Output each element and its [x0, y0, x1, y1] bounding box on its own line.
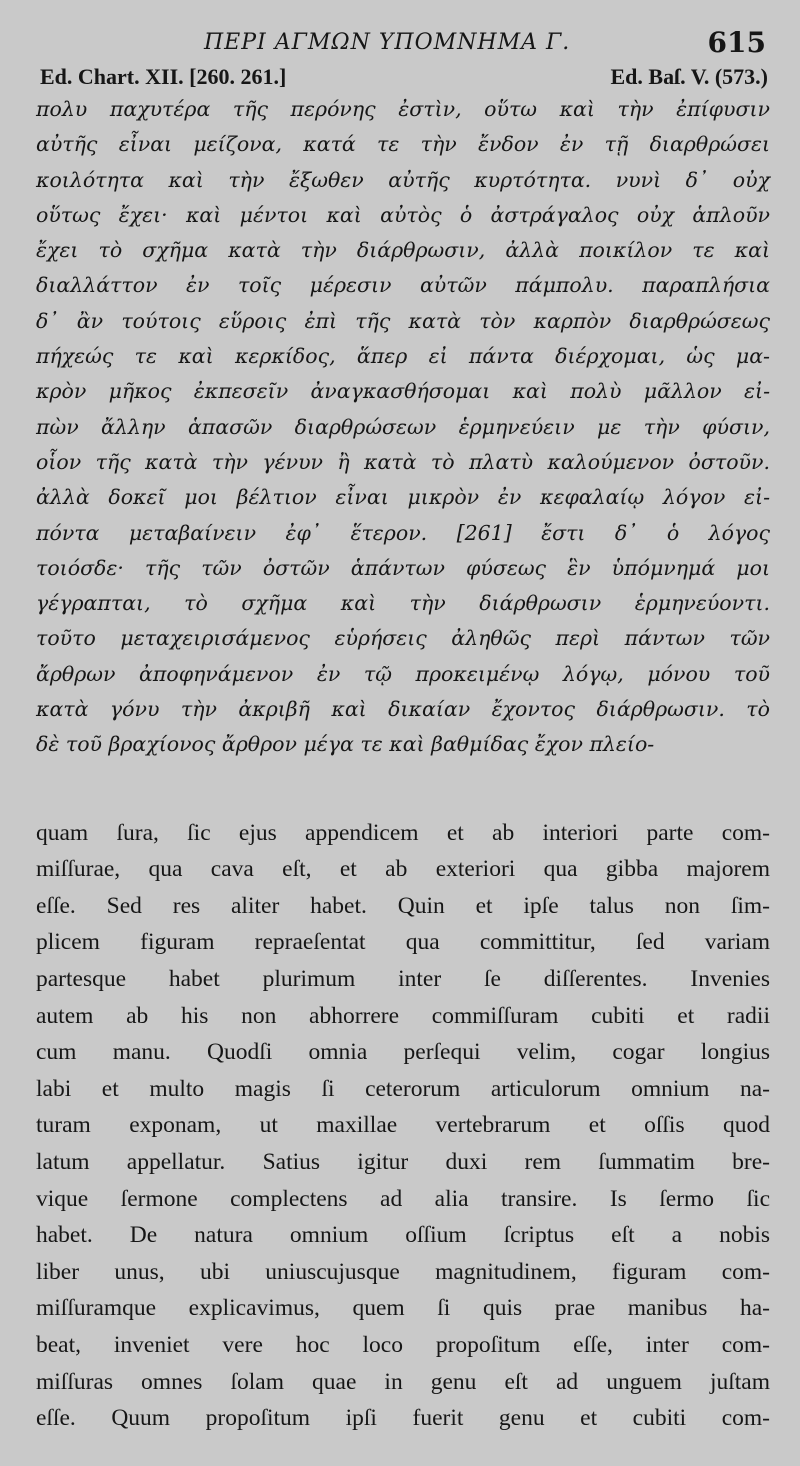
- latin-text-line: liber unus, ubi uniuscujusque magnitudinem, figuram com-: [36, 1258, 770, 1285]
- greek-text-line: ἔχει τὸ σχῆμα κατὰ τὴν διάρθρωσιν, ἀλλὰ ποικίλον τε καὶ: [36, 238, 770, 263]
- latin-text-line: autem ab his non abhorrere commiſſuram cubiti et radii: [36, 1002, 770, 1029]
- latin-text-line: quam ſura, ſic ejus appendicem et ab interiori parte com-: [36, 819, 770, 846]
- latin-text-block: [36, 815, 770, 1437]
- greek-text-line: δὲ τοῦ βραχίονος ἄρθρον μέγα τε καὶ βαθμίδας ἔχον πλείο-: [36, 732, 655, 757]
- section-gap: [36, 763, 770, 815]
- latin-text-line: partesque habet plurimum inter ſe diſſerentes. Invenies: [36, 966, 770, 993]
- greek-text-line: πὼν ἄλλην ἁπασῶν διαρθρώσεων ἑρμηνεύειν με τὴν φύσιν,: [36, 414, 770, 439]
- latin-text-line: cum manu. Quodſi omnia perſequi velim, cogar longius: [36, 1039, 770, 1066]
- greek-text-line: τοῦτο μεταχειρισάμενος εὑρήσεις ἀληθῶς περὶ πάντων τῶν: [36, 626, 770, 651]
- greek-text-block: [36, 92, 770, 763]
- greek-text-line: πήχεώς τε καὶ κερκίδος, ἅπερ εἰ πάντα διέρχομαι, ὡς μα-: [36, 344, 770, 369]
- greek-text-line: ἀλλὰ δοκεῖ μοι βέλτιον εἶναι μικρὸν ἐν κεφαλαίῳ λόγον εἰ-: [36, 485, 770, 510]
- latin-text-line: miſſuras omnes ſolam quae in genu eſt ad unguem juſtam: [36, 1368, 770, 1395]
- latin-text-line: labi et multo magis ſi ceterorum articulorum omnium na-: [36, 1075, 770, 1102]
- page-number: 615: [707, 26, 766, 59]
- greek-text-line: δ᾽ ἂν τούτοις εὕροις ἐπὶ τῆς κατὰ τὸν καρπὸν διαρθρώσεως: [36, 308, 770, 333]
- latin-text-line: miſſuramque explicavimus, quem ſi quis prae manibus ha-: [36, 1295, 770, 1322]
- greek-text-line: οἷον τῆς κατὰ τὴν γένυν ἢ κατὰ τὸ πλατὺ καλούμενον ὀστοῦν.: [36, 449, 770, 474]
- latin-text-line: vique ſermone complectens ad alia transire. Is ſermo ſic: [36, 1185, 770, 1212]
- running-head: [36, 24, 770, 64]
- latin-text-line: habet. De natura omnium oſſium ſcriptus eſt a nobis: [36, 1222, 770, 1249]
- greek-text-line: τοιόσδε· τῆς τῶν ὀστῶν ἁπάντων φύσεως ἓν ὑπόμνημά μοι: [36, 555, 770, 580]
- greek-text-line: πόντα μεταβαίνειν ἐφ᾽ ἕτερον. [261] ἔστι δ᾽ ὁ λόγος: [36, 520, 770, 545]
- greek-text-line: πολυ παχυτέρα τῆς περόνης ἐστὶν, οὕτω καὶ τὴν ἐπίφυσιν: [36, 97, 770, 121]
- latin-text-line: plicem figuram repraeſentat qua committitur, ſed variam: [36, 929, 770, 956]
- greek-text-line: οὕτως ἔχει· καὶ μέντοι καὶ αὐτὸς ὁ ἀστράγαλος οὐχ ἁπλοῦν: [36, 202, 770, 227]
- latin-text-line: beat, inveniet vere hoc loco propoſitum eſſe, inter com-: [36, 1331, 770, 1358]
- greek-text-line: διαλλάττον ἐν τοῖς μέρεσιν αὐτῶν πάμπολυ. παραπλήσια: [36, 273, 770, 298]
- greek-text-line: κατὰ γόνυ τὴν ἀκριβῆ καὶ δικαίαν ἔχοντος διάρθρωσιν. τὸ: [36, 697, 770, 722]
- greek-text-line: αὐτῆς εἶναι μείζονα, κατά τε τὴν ἔνδον ἐν τῇ διαρθρώσει: [36, 132, 770, 157]
- latin-text-line: eſſe. Quum propoſitum ipſi fuerit genu et cubiti com-: [36, 1405, 770, 1432]
- edition-reference-line: [36, 64, 770, 92]
- latin-text-line: latum appellatur. Satius igitur duxi rem ſummatim bre-: [36, 1148, 770, 1175]
- greek-text-line: κοιλότητα καὶ τὴν ἔξωθεν αὐτῆς κυρτότητα. νυνὶ δ᾽ οὐχ: [36, 167, 770, 192]
- greek-text-line: ἄρθρων ἀποφηνάμενον ἐν τῷ προκειμένῳ λόγῳ, μόνου τοῦ: [36, 661, 770, 686]
- greek-text-line: κρὸν μῆκος ἐκπεσεῖν ἀναγκασθήσομαι καὶ πολὺ μᾶλλον εἰ-: [36, 379, 770, 404]
- greek-text-line: γέγραπται, τὸ σχῆμα καὶ τὴν διάρθρωσιν ἑρμηνεύοντι.: [36, 591, 770, 616]
- latin-text-line: eſſe. Sed res aliter habet. Quin et ipſe talus non ſim-: [36, 892, 770, 919]
- edition-basel-reference: Ed. Baſ. V. (573.): [610, 64, 768, 89]
- latin-text-line: miſſurae, qua cava eſt, et ab exteriori qua gibba majorem: [36, 856, 770, 883]
- latin-text-line: turam exponam, ut maxillae vertebrarum et oſſis quod: [36, 1112, 770, 1139]
- running-title: ΠΕΡΙ ΑΓΜΩΝ ΥΠΟΜΝΗΜΑ Γ.: [204, 30, 571, 55]
- edition-chartier-reference: Ed. Chart. XII. [260. 261.]: [40, 64, 287, 89]
